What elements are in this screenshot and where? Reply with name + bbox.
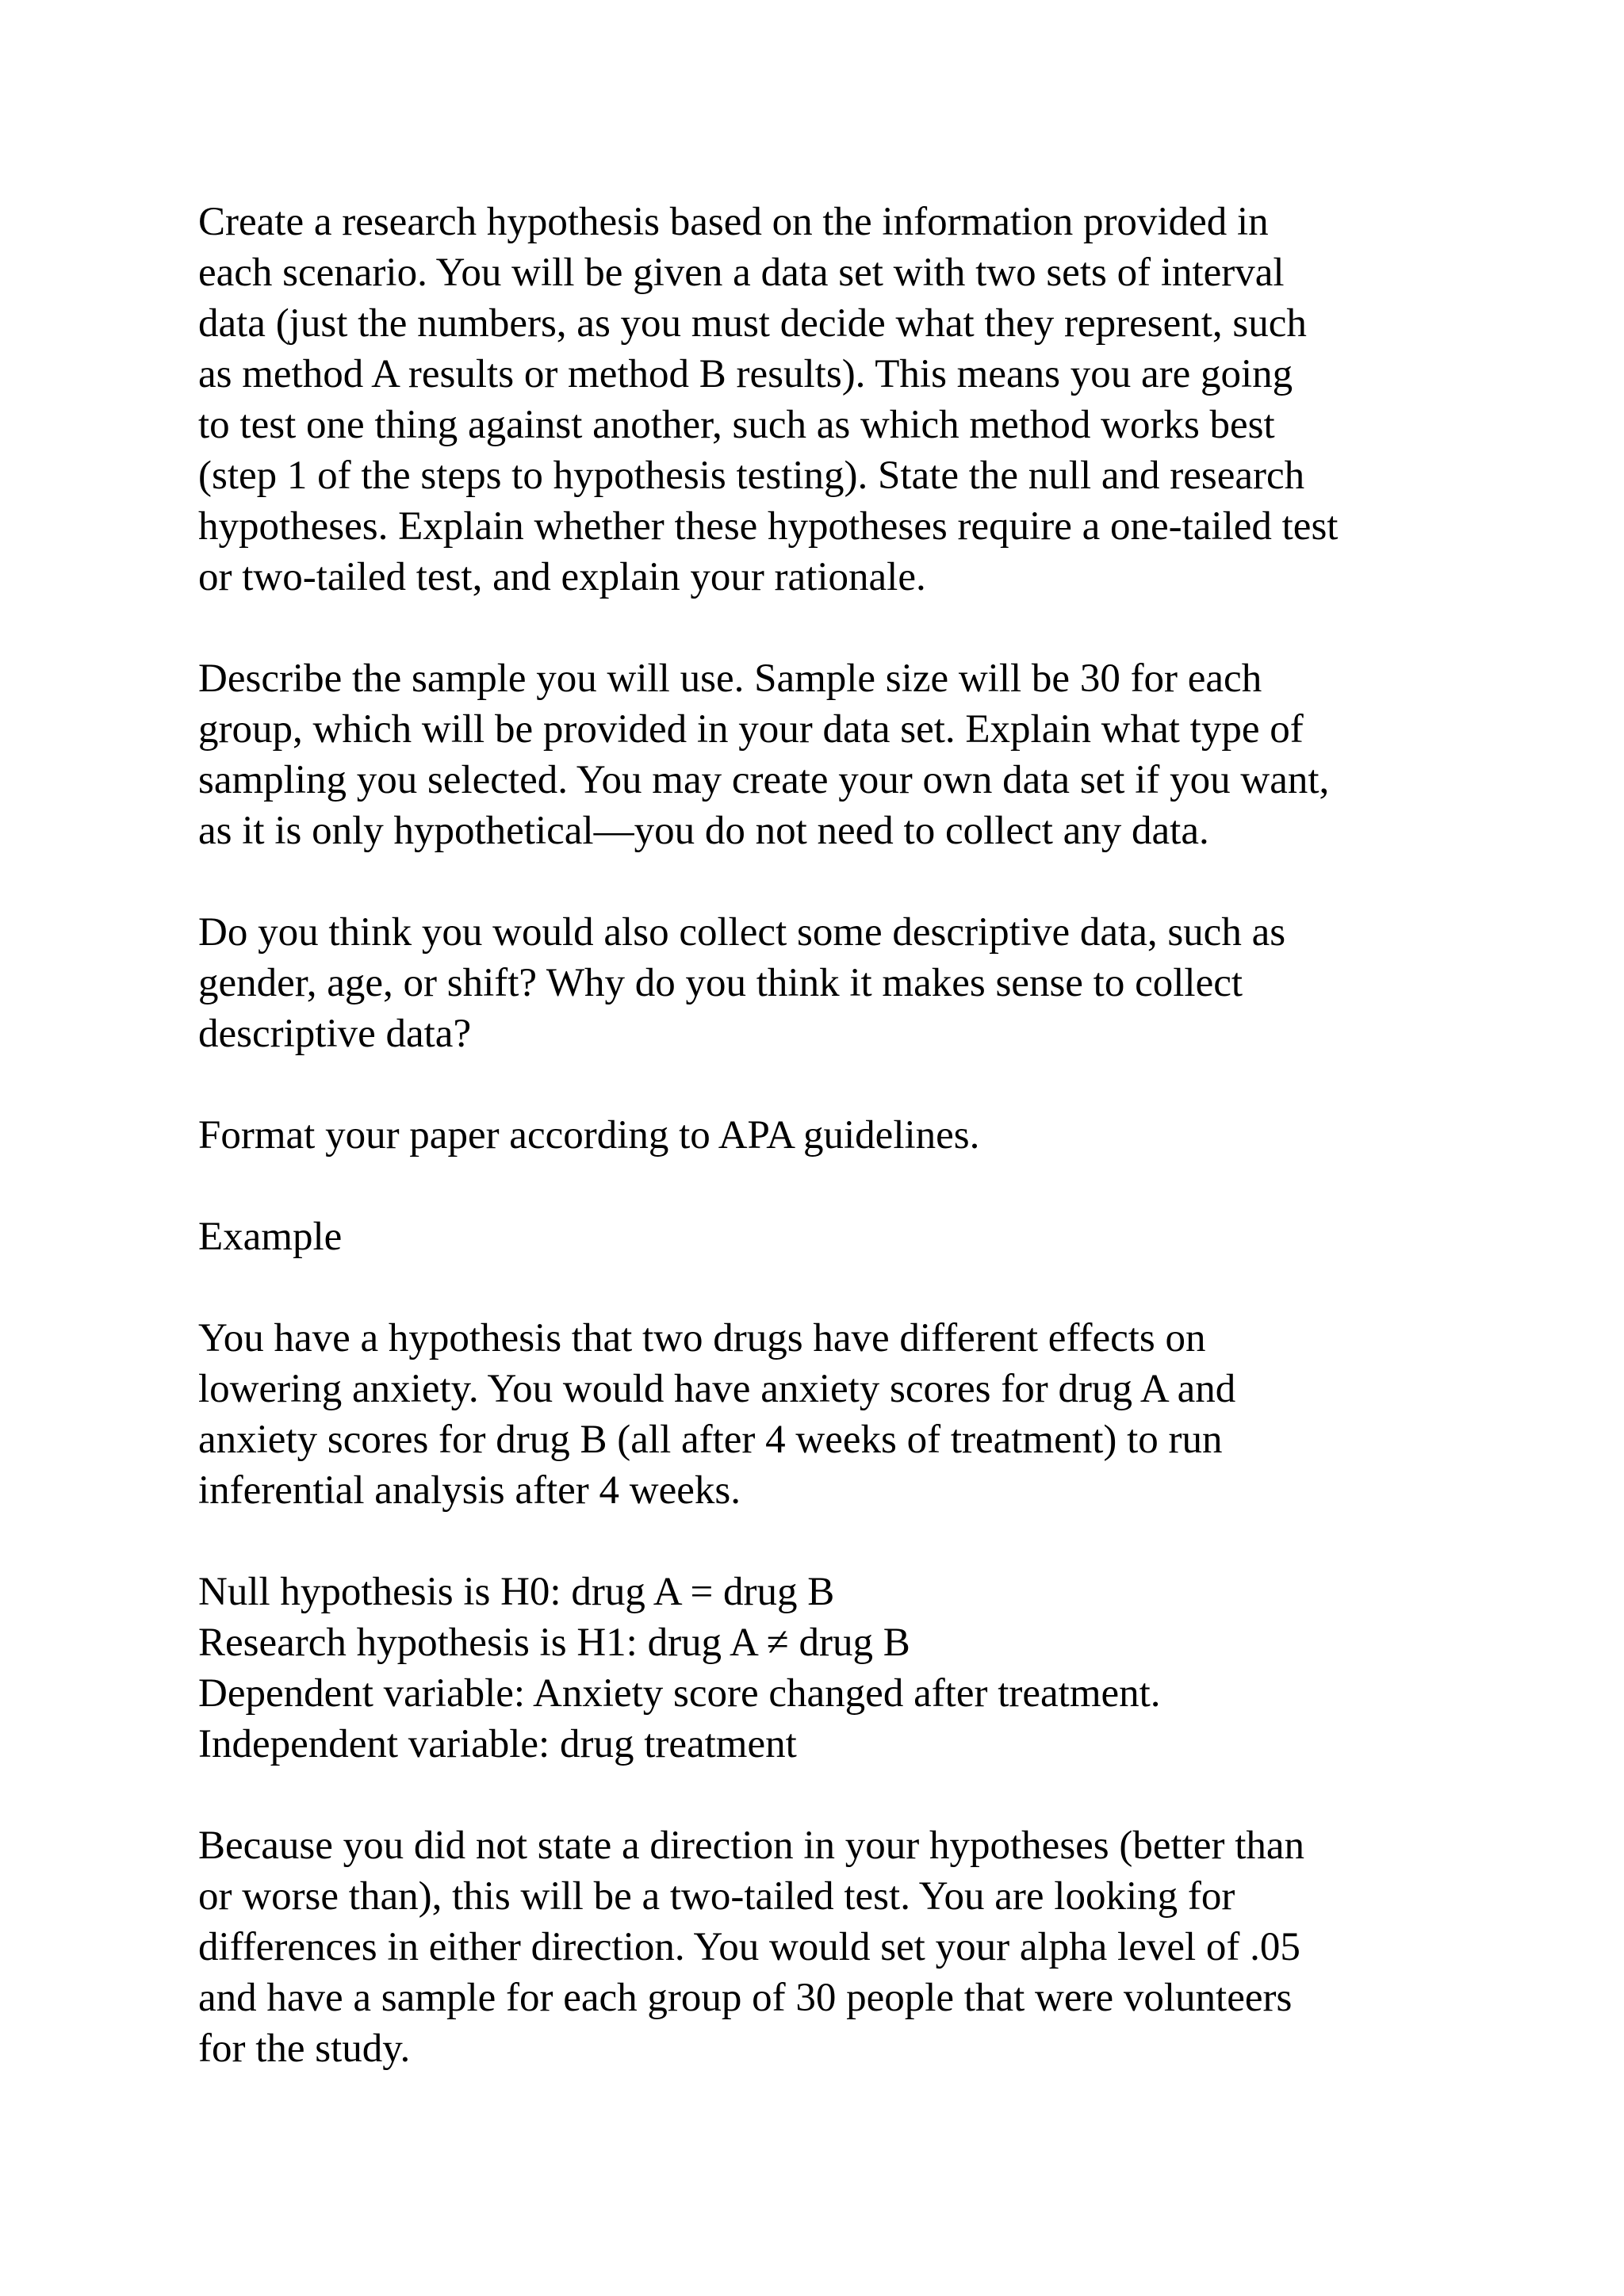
text-line: and have a sample for each group of 30 people that were volunteers <box>198 1976 1293 2020</box>
text-line: to test one thing against another, such as which method works best <box>198 403 1275 447</box>
text-line: Because you did not state a direction in your hypotheses (better than <box>198 1823 1305 1868</box>
paragraph-sample <box>198 653 1507 856</box>
research-hypothesis-line: Research hypothesis is H1: drug A ≠ drug B <box>198 1621 910 1665</box>
paragraph-intro <box>198 197 1507 603</box>
text-line: descriptive data? <box>198 1012 472 1056</box>
document-page <box>198 197 1507 2125</box>
text-line: Describe the sample you will use. Sample size will be 30 for each <box>198 656 1262 701</box>
null-hypothesis-line: Null hypothesis is H0: drug A = drug B <box>198 1570 835 1614</box>
text-line: group, which will be provided in your data set. Explain what type of <box>198 707 1304 752</box>
text-line: or worse than), this will be a two-tailed test. You are looking for <box>198 1874 1235 1919</box>
text-line: as method A results or method B results). This means you are going <box>198 352 1293 396</box>
text-line: differences in either direction. You would set your alpha level of .05 <box>198 1925 1300 1969</box>
paragraph-descriptive <box>198 907 1507 1059</box>
text-line: as it is only hypothetical—you do not need to collect any data. <box>198 809 1209 853</box>
text-line: anxiety scores for drug B (all after 4 weeks of treatment) to run <box>198 1418 1223 1462</box>
text-line: (step 1 of the steps to hypothesis testing). State the null and research <box>198 453 1305 498</box>
text-line: each scenario. You will be given a data set with two sets of interval <box>198 251 1285 295</box>
paragraph-example-scenario <box>198 1313 1507 1516</box>
text-line: lowering anxiety. You would have anxiety scores for drug A and <box>198 1367 1236 1411</box>
text-line: sampling you selected. You may create your own data set if you want, <box>198 758 1330 802</box>
text-line: hypotheses. Explain whether these hypotheses require a one-tailed test <box>198 504 1339 549</box>
text-line: Create a research hypothesis based on the information provided in <box>198 200 1269 244</box>
dependent-variable-line: Dependent variable: Anxiety score changed after treatment. <box>198 1671 1161 1716</box>
text-line: data (just the numbers, as you must decide what they represent, such <box>198 301 1307 346</box>
independent-variable-line: Independent variable: drug treatment <box>198 1722 797 1766</box>
text-line: gender, age, or shift? Why do you think it makes sense to collect <box>198 961 1243 1005</box>
example-heading <box>198 1211 1507 1262</box>
text-line: inferential analysis after 4 weeks. <box>198 1468 741 1513</box>
text-line: Example <box>198 1215 343 1259</box>
paragraph-conclusion <box>198 1820 1507 2074</box>
text-line: Format your paper according to APA guidelines. <box>198 1113 980 1158</box>
paragraph-format <box>198 1110 1507 1161</box>
text-line: You have a hypothesis that two drugs have different effects on <box>198 1316 1206 1360</box>
text-line: or two-tailed test, and explain your rationale. <box>198 555 926 599</box>
text-line: Do you think you would also collect some descriptive data, such as <box>198 910 1286 955</box>
text-line: for the study. <box>198 2026 411 2071</box>
paragraph-hypotheses <box>198 1567 1507 1770</box>
